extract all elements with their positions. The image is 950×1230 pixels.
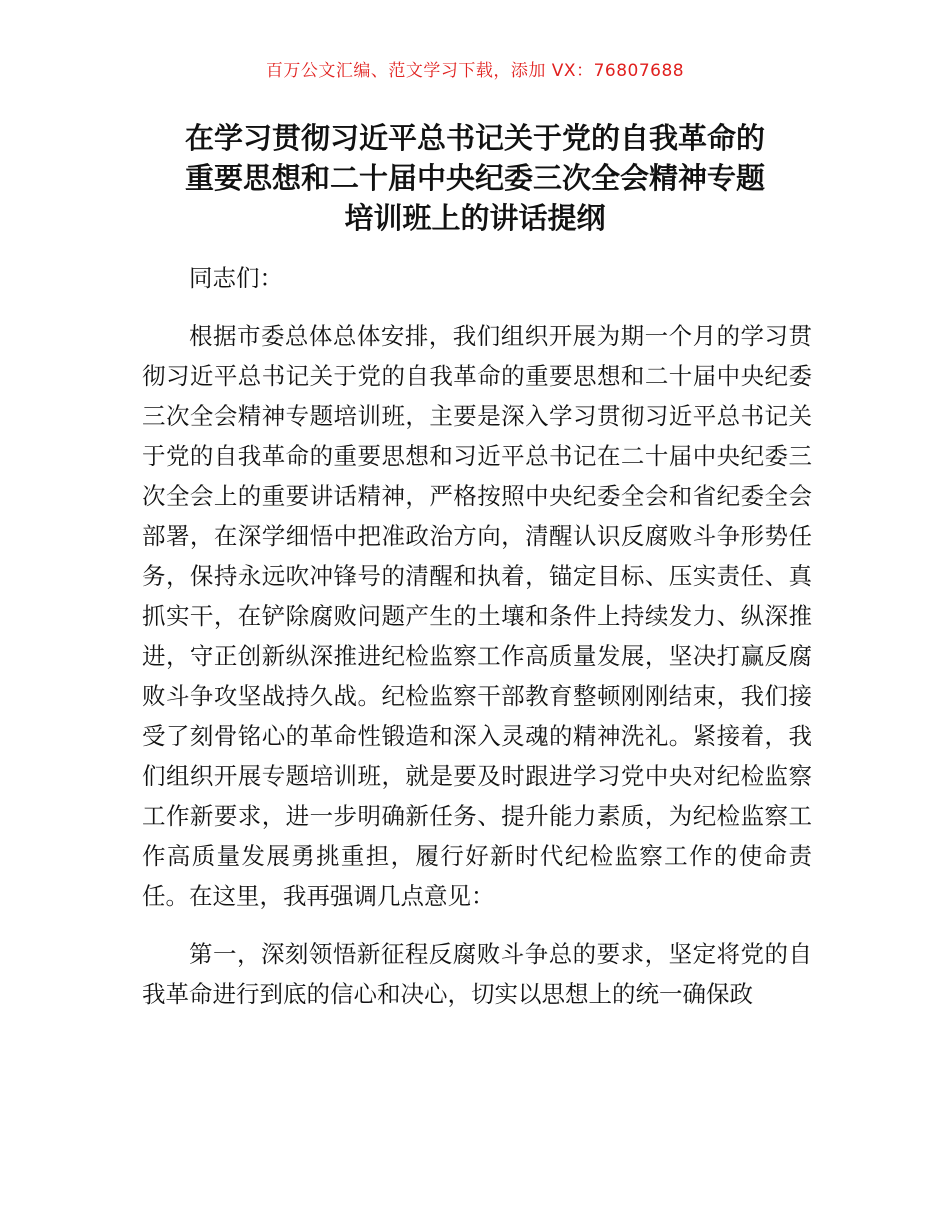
paragraph-2: 第一，深刻领悟新征程反腐败斗争总的要求，坚定将党的自我革命进行到底的信心和决心，切实以思想上的统一确保政 — [142, 940, 812, 1008]
title-line-3: 培训班上的讲话提纲 — [344, 201, 606, 235]
document-body — [142, 258, 812, 1014]
document-title — [140, 118, 810, 238]
header-watermark-note: 百万公文汇编、范文学习下载，添加 VX：76807688 — [265, 61, 685, 81]
title-line-2: 重要思想和二十届中央纪委三次全会精神专题 — [184, 161, 765, 195]
salutation: 同志们： — [189, 264, 283, 292]
paragraph-1: 根据市委总体总体安排，我们组织开展为期一个月的学习贯彻习近平总书记关于党的自我革命的重要思想和二十届中央纪委三次全会精神专题培训班，主要是深入学习贯彻习近平总书记关于党的自我革命的重要思想和习近平总书记在二十届中央纪委三次全会上的重要讲话精神，严格按照中央纪委全会和省纪委全会部署，在深学细悟中把准政治方向，清醒认识反腐败斗争形势任务，保持永远吹冲锋号的清醒和执着，锚定目标、压实责任、真抓实干，在铲除腐败问题产生的土壤和条件上持续发力、纵深推进，守正创新纵深推进纪检监察工作高质量发展，坚决打赢反腐败斗争攻坚战持久战。纪检监察干部教育整顿刚刚结束，我们接受了刻骨铭心的革命性锻造和深入灵魂的精神洗礼。紧接着，我们组织开展专题培训班，就是要及时跟进学习党中央对纪检监察工作新要求，进一步明确新任务、提升能力素质，为纪检监察工作高质量发展勇挑重担，履行好新时代纪检监察工作的使命责任。在这里，我再强调几点意见： — [142, 322, 812, 910]
title-line-1: 在学习贯彻习近平总书记关于党的自我革命的 — [184, 121, 765, 155]
